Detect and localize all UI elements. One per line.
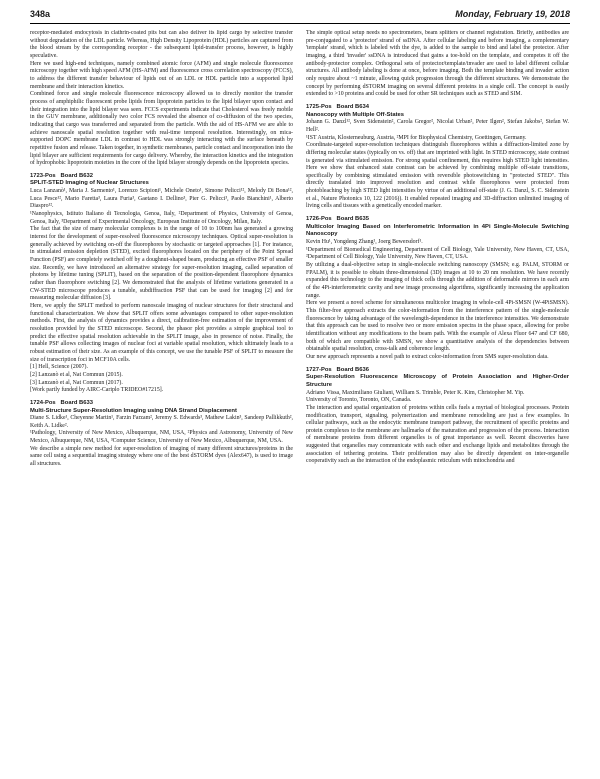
abstract-affiliation: ¹Nanophysics, Istituto Italiano di Tecnologia, Genoa, Italy, ²Department of Physics, University of Genoa, Genoa, Italy, ³Department of Experimental Oncology, European Institute of Oncology, Milan, Italy.: [30, 211, 293, 225]
abstract-body: Here, we apply the SPLIT method to perform nanoscale imaging of nuclear structures for their structural and functional characterization. We show that SPLIT offers some advantages compared to other super-resolution methods. First, the analysis of dynamics provides a direct, calibration-free estimation of the improvement of resolution provided by the STED microscope. Second, the phasor plot provides a simple graphical tool to predict the effective spatial resolution achievable in the SPLIT image, also in presence of noise. Finally, the tunable PSF allows collecting images of nuclear foci at variable spatial resolution, which ultimately leads to a robust estimation of their size. As an example of this concept, we use the tunable PSF of SPLIT to measure the size of transcription foci in MCF10A cells.: [30, 302, 293, 363]
abstract-affiliation: ¹IST Austria, Klosterneuburg, Austria, ²MPI for Biophysical Chemistry, Goettingen, Germany.: [306, 134, 527, 141]
abstract-affiliation: ¹Department of Biomedical Engineering, Department of Cell Biology, Yale University, New Haven, CT, USA, ²Department of Cell Biology, Yale University, New Haven, CT, USA.: [306, 246, 569, 261]
abstract-title: Nanoscopy with Multiple Off-States: [306, 111, 405, 118]
header-rule: [30, 23, 570, 24]
paragraph: Here we used high-end techniques, namely combined atomic force (AFM) and single molecule fluorescence microscopy together with high speed AFM (HS-AFM) and fluorescence cross correlation spectroscopy (FCCS), to address the different transfer behaviour of lipids out of an LDL or HDL particle into a supported lipid membrane and their interaction kinetics.: [30, 60, 293, 90]
paragraph: receptor-mediated endocytosis in clathrin-coated pits but can also deliver its lipid cargo by selective transfer without degradation of the LDL particle. Whereas, High Density Lipoprotein (HDL) particles are captured from the blood stream by the corresponding receptor - the subsequent lipid-transfer process, however, is highly speculative.: [30, 30, 293, 59]
abstract-body: We describe a simple new method for super-resolution of imaging of many different structures/proteins in the same cell using a sequential imaging strategy where one of the best dSTORM dyes (Alex647), is used to image all structures.: [30, 445, 293, 468]
page-date: Monday, February 19, 2018: [455, 9, 570, 19]
right-column: [306, 30, 569, 770]
reference: [Work partly funded by AIRC-Cariplo TRIDEO#17215].: [30, 387, 164, 394]
abstract-id: 1727-Pos: [306, 366, 332, 373]
abstract-board: Board B632: [60, 172, 94, 179]
abstract-body: The interaction and spatial organization of proteins within cells fuels a myriad of biological processes. Protein modification, transport, signaling, polymerization and membrane remodeling are just a few examples. In cellular pathways, such as the endocytic membrane transport pathway, the recruitment of specific proteins and protein complexes to the membrane are hallmarks of the maturation and progression of the process. Interaction of membrane proteins from different organelles is of great importance as well. Recent discoveries have suggested that organelles may communicate with each other and exchange lipids and metabolites through the association of tethering proteins. Their proliferation may also be directly dependent on inter-organelle cooperativity such as the interaction of the endoplasmic reticulum with mitochondria and: [306, 404, 569, 465]
abstract-title: Super-Resolution Fluorescence Microscopy of Protein Association and Higher-Order Structure: [306, 374, 569, 388]
reference: [2] Lanzanò et al, Nat Commun (2015).: [30, 371, 123, 378]
page-number: 348a: [30, 9, 51, 19]
abstract-board: Board B636: [336, 366, 370, 373]
abstract-id: 1726-Pos: [306, 216, 332, 223]
abstract-board: Board B635: [336, 216, 370, 223]
abstract-1727: [306, 367, 569, 467]
abstract-id: 1724-Pos: [30, 399, 56, 406]
abstract-id-line: [306, 367, 569, 375]
paragraph: Combined force and single molecule fluorescence microscopy allowed us to directly monitor the transfer process of amphiphilic fluorescent probe lipids from lipoprotein particles to the lipid bilayer upon contact and their integration into the lipid bilayer was seen. FCCS experiments indicate that Cholesterol was freely mobile in the GUV membrane, additionally two color FCS revealed the absence of co-diffusion of the two species, indicating that cargo was transferred and separated from the particle. With the aid of HS-AFM we are able to achieve nanoscale spatial resolution together with real-time temporal resolution. Interestingly, on mica-supported DOPC membrane LDL in contrast to HDL was strongly interacting with the surface beneath by repetitive fusion and release. Taken together, in synthetic membranes, particle contact and incorporation into the lipid bilayer are sufficient requirements for cargo delivery. Whereby, the interaction kinetics and the integration of hydrophobic lipoprotein moieties in the core of the lipid bilayer strongly depends on the lipoprotein species.: [30, 91, 293, 167]
reference: [1] Hell, Science (2007).: [30, 364, 88, 371]
abstract-board: Board B633: [60, 399, 94, 406]
abstract-authors: Johann G. Danzl¹², Sven Sidenstein², Carola Gregor², Nicolai Urban², Peter Ilgen², Stefan Jakobs², Stefan W. Hell².: [306, 119, 569, 133]
abstract-id-line: [306, 216, 569, 224]
abstract-authors: Adriano Vissa, Maximiliano Giuliani, William S. Trimble, Peter K. Kim, Christopher M. Yip.: [306, 389, 525, 396]
abstract-body: The fact that the size of many molecular complexes is in the range of 10 to 100nm has generated a growing interest for the development of super-resolved fluorescence microscopy techniques. Optical super-resolution is generally achieved by switching on-off the fluorophores by stochastic or targeted approaches [1]. For instance, in stimulated emission depletion (STED), excited fluorophores located on the periphery of the Point Spread Function (PSF) are completely switched off by a doughnut-shaped beam, producing an effective PSF of smaller size. Recently, we have introduced an alternative strategy for super-resolution imaging, called separation of photons by lifetime tuning (SPLIT), based on the separation of the position-dependent fluorophore dynamics rather than fluorophore switching [2]. We demonstrated that the analysis of lifetime variations generated in a CW-STED microscope produces a tunable, subdiffraction PSF that can be used for imaging [2] and for measuring molecular diffusion [3].: [30, 226, 293, 302]
abstract-id-line: [306, 104, 569, 112]
paragraph: The simple optical setup needs no spectrometers, beam splitters or channel registration. Briefly, antibodies are pre-conjugated to a 'protector' strand of ssDNA. After cellular labeling and before imaging, a complementary 'template' strand, which is labeled with the dye, is added to the sample to bind and label the protector. After imaging, a third 'invader' ssDNA is introduced that gains a toe-hold on the template, and competes it off the antibody-protector complex. Orthogonal sets of protector/template/invader are used to label different cellular structures. All antibody labeling is done at once, before imaging. Both the template binding and invader action only require about ~1 minute, allowing quick progression through the different structures. We demonstrate the concept by performing dSTORM imaging on several different proteins in a single cell. The concept is easily extended to >10 proteins and could be used for other SR techniques such as STED and SIM.: [306, 30, 569, 98]
reference: [3] Lanzanò et al, Nat Commun (2017).: [30, 379, 123, 386]
abstract-body: Coordinate-targeted super-resolution techniques distinguish fluorophores within a diffraction-limited zone by differing molecular states (typically on vs. off) that are imprinted with light. In STED microscopy, state contrast is generated via stimulated emission. For strong spatial confinement, this requires high STED light intensities. Here we show that enhanced state contrast can be achieved by combining multiple off-state transitions, specifically by combining stimulated emission with reversible photoswitching in "protected STED". This directly translated into improved resolution and contrast while fluorophores were protected from photobleaching by high STED light intensities by virtue of an additional off-state (J. G. Danzl, S. C. Sidenstein et al., Nature Photonics 10, 122 (2016)). It enabled repeated imaging and 3D-diffraction unlimited imaging of living cells and tissues with a genetically encoded marker.: [306, 142, 569, 210]
abstract-board: Board B634: [336, 103, 370, 110]
abstract-affiliation: University of Toronto, Toronto, ON, Canada.: [306, 397, 412, 404]
abstract-authors: Kevin Hu¹, Yongdeng Zhang¹, Joerg Bewersdorf¹.: [306, 239, 423, 246]
abstract-1726: [306, 216, 569, 361]
abstract-1725: [306, 104, 569, 211]
abstract-title: Multi-Structure Super-Resolution Imaging using DNA Strand Displacement: [30, 407, 237, 414]
left-column: [30, 30, 293, 770]
abstract-id: 1725-Pos: [306, 103, 332, 110]
abstract-affiliation: ¹Pathology, University of New Mexico, Albuquerque, NM, USA, ²Physics and Astronomy, University of New Mexico, Albuquerque, NM, USA, ³Computer Science, University of New Mexico, Albuquerque, NM, USA.: [30, 430, 293, 445]
abstract-authors: Luca Lanzanò¹, Maria J. Sarmento¹, Lorenzo Scipioni¹, Michele Oneto¹, Simone Pelicci¹², Melody Di Bona¹², Luca Pesce¹², Mario Faretta³, Laura Furia³, Gaetano I. Dellino³, Pier G. Pelicci³, Paolo Bianchini¹, Alberto Diaspro¹².: [30, 188, 293, 210]
abstract-id-line: [30, 173, 293, 181]
page-header: [30, 9, 570, 23]
abstract-authors: Diane S. Lidke¹, Cheyenne Martin¹, Farzin Farzam², Jeremy S. Edwards³, Mathew Lakin³, Sandeep Pallikkuth², Keith A. Lidke².: [30, 415, 293, 429]
abstract-id-line: [30, 400, 293, 408]
abstract-1723: [30, 173, 293, 395]
abstract-body: Here we present a novel scheme for simultaneous multicolor imaging in whole-cell 4Pi-SMSN (W-4PiSMSN). This filter-free approach extracts the color-information from the interference pattern of the single-molecule fluorescence by taking advantage of the wavelength-dependence in the interference intensities. We demonstrate that this approach can be used to resolve two or more emission spectra in the phase space, allowing for probe identification without any modifications to the beam path. With the example of Alexa Fluor 647 and CF 680, both of which are compatible with SMSN, we show a quantitative analysis of the dependencies between obtainable spatial resolution, cross-talk and coherence length.: [306, 300, 569, 353]
abstract-body: Our new approach represents a novel path to extract color-information from SMS super-resolution data.: [306, 353, 549, 360]
abstract-title: SPLIT-STED Imaging of Nuclear Structures: [30, 180, 149, 187]
abstract-title: Multicolor Imaging Based on Interferometric Information in 4Pi Single-Molecule Switching Nanoscopy: [306, 223, 569, 238]
abstract-body: By utilizing a dual-objective setup in single-molecule switching nanoscopy (SMSN; e.g. PALM, STORM or FPALM), it is possible to obtain three-dimensional (3D) images at 10 to 20 nm resolution. We have recently expanded this technology to the imaging of thick cells through the addition of deformable mirrors in each arm of the 4Pi-interferometric cavity and new image processing algorithms, significantly increasing the application range.: [306, 262, 569, 299]
abstract-1724: [30, 400, 293, 469]
abstract-id: 1723-Pos: [30, 172, 56, 179]
